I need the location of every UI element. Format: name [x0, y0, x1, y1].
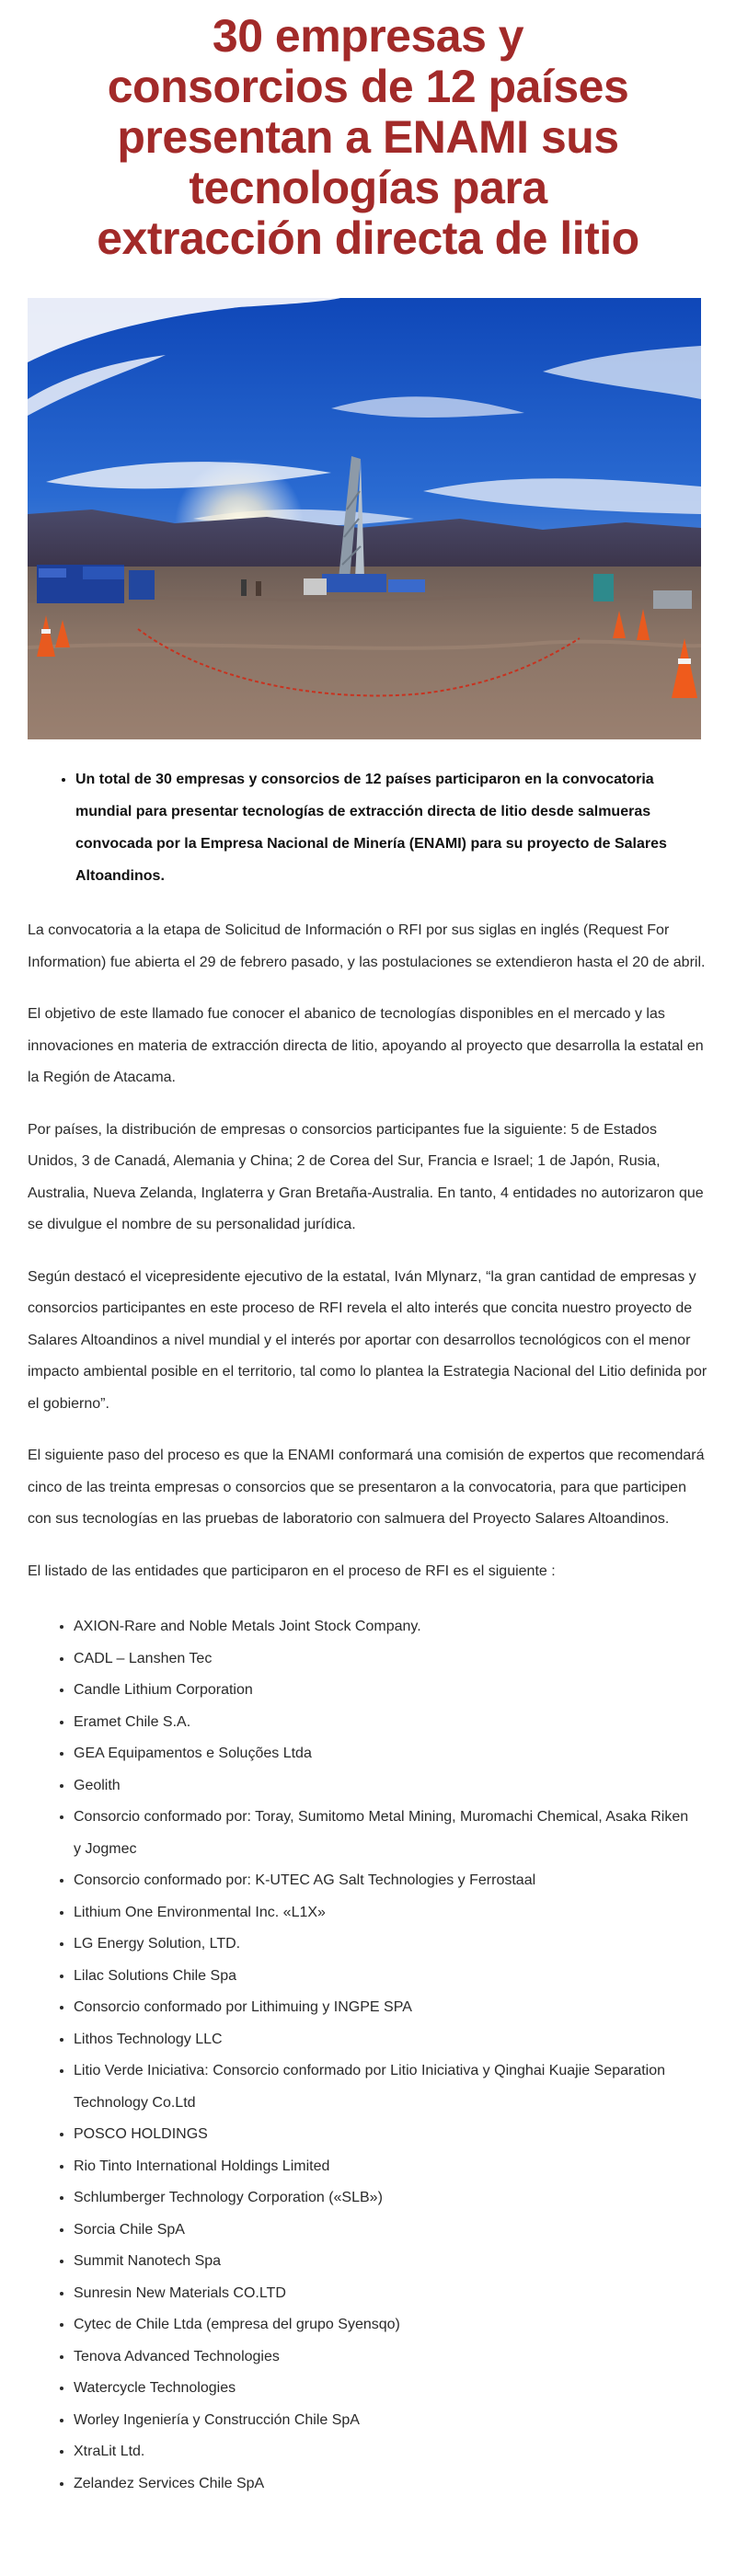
paragraph-countries: Por países, la distribución de empresas o consorcios participantes fue la siguiente: 5 de Estados Unidos, 3 de Canadá, Alemania y China; 2 de Corea del Sur, Francia e Israel; 1 de Japón, Rusia, Australia, Nueva Zelanda, Inglaterra y Gran Bretaña-Australia. En tanto, 4 entidades no autorizaron que se divulgue el nombre de su personalidad jurídica. — [28, 1121, 704, 1232]
list-item: • Rio Tinto International Holdings Limited — [74, 2151, 708, 2183]
entities-list — [28, 1611, 708, 2500]
paragraph-intro: La convocatoria a la etapa de Solicitud de Información o RFI por sus siglas en inglés (Request For Information) fue abierta el 29 de febrero pasado, y las postulaciones se extendieron hasta el 20 de abril. — [28, 922, 706, 970]
list-item: • GEA Equipamentos e Soluções Ltda — [74, 1738, 708, 1770]
paragraph-quote: Según destacó el vicepresidente ejecutivo de la estatal, Iván Mlynarz, “la gran cantidad de empresas y consorcios participantes en este proceso de RFI revela el alto interés que concita nuestro proyecto de Salares Altoandinos a nivel mundial y el interés por aportar con desarrollos tecnológicos con el menor impacto ambiental posible en el territorio, tal como lo plantea la Estrategia Nacional del Litio definida por el gobierno”. — [28, 1268, 707, 1412]
list-item: • LG Energy Solution, LTD. — [74, 1929, 708, 1961]
list-item: • Cytec de Chile Ltda (empresa del grupo Syensqo) — [74, 2309, 708, 2341]
list-item: • Consorcio conformado por: K-UTEC AG Salt Technologies y Ferrostaal — [74, 1865, 708, 1897]
list-item: • Litio Verde Iniciativa: Consorcio conformado por Litio Iniciativa y Qinghai Kuajie Separation Technology Co.Ltd — [74, 2055, 708, 2119]
list-item: • Consorcio conformado por Lithimuing y INGPE SPA — [74, 1992, 708, 2024]
list-item: • Tenova Advanced Technologies — [74, 2341, 708, 2374]
list-item: • Sunresin New Materials CO.LTD — [74, 2278, 708, 2310]
paragraph-objective: El objetivo de este llamado fue conocer el abanico de tecnologías disponibles en el mercado y las innovaciones en materia de extracción directa de litio, apoyando al proyecto que desarrolla la estatal en la Región de Atacama. — [28, 1006, 704, 1085]
list-item: • Summit Nanotech Spa — [74, 2246, 708, 2278]
list-item: • Watercycle Technologies — [74, 2373, 708, 2405]
list-item: • Schlumberger Technology Corporation («SLB») — [74, 2182, 708, 2215]
drilling-rig-photo-icon — [28, 298, 701, 739]
list-item: • POSCO HOLDINGS — [74, 2119, 708, 2151]
article-title: 30 empresas y consorcios de 12 países presentan a ENAMI sus tecnologías para extracción directa de litio — [97, 10, 639, 264]
list-item: • Consorcio conformado por: Toray, Sumitomo Metal Mining, Muromachi Chemical, Asaka Riken y Jogmec — [74, 1802, 708, 1865]
list-item: • Lilac Solutions Chile Spa — [74, 1961, 708, 1993]
highlights-list — [28, 763, 708, 892]
highlight-item: • Un total de 30 empresas y consorcios de 12 países participaron en la convocatoria mundial para presentar tecnologías de extracción directa de litio desde salmueras convocada por la Empresa Nacional de Minería (ENAMI) para su proyecto de Salares Altoandinos. — [75, 763, 708, 892]
list-item: • Candle Lithium Corporation — [74, 1675, 708, 1707]
article — [0, 11, 736, 2500]
list-item: • CADL – Lanshen Tec — [74, 1643, 708, 1676]
list-item: • Eramet Chile S.A. — [74, 1707, 708, 1739]
list-item: • Geolith — [74, 1770, 708, 1803]
paragraph-next-step: El siguiente paso del proceso es que la ENAMI conformará una comisión de expertos que recomendará cinco de las treinta empresas o consorcios que se presentaron a la convocatoria, para que participen con sus tecnologías en las pruebas de laboratorio con salmuera del Proyecto Salares Altoandinos. — [28, 1448, 705, 1527]
hero-photo — [28, 298, 701, 739]
list-item: • Zelandez Services Chile SpA — [74, 2468, 708, 2501]
list-item: • AXION-Rare and Noble Metals Joint Stock Company. — [74, 1611, 708, 1643]
list-item: • Worley Ingeniería y Construcción Chile SpA — [74, 2405, 708, 2437]
list-item: • XtraLit Ltd. — [74, 2436, 708, 2468]
list-item: • Lithium One Environmental Inc. «L1X» — [74, 1897, 708, 1929]
list-item: • Sorcia Chile SpA — [74, 2215, 708, 2247]
list-item: • Lithos Technology LLC — [74, 2024, 708, 2056]
paragraph-list-intro: El listado de las entidades que participaron en el proceso de RFI es el siguiente : — [28, 1563, 556, 1579]
